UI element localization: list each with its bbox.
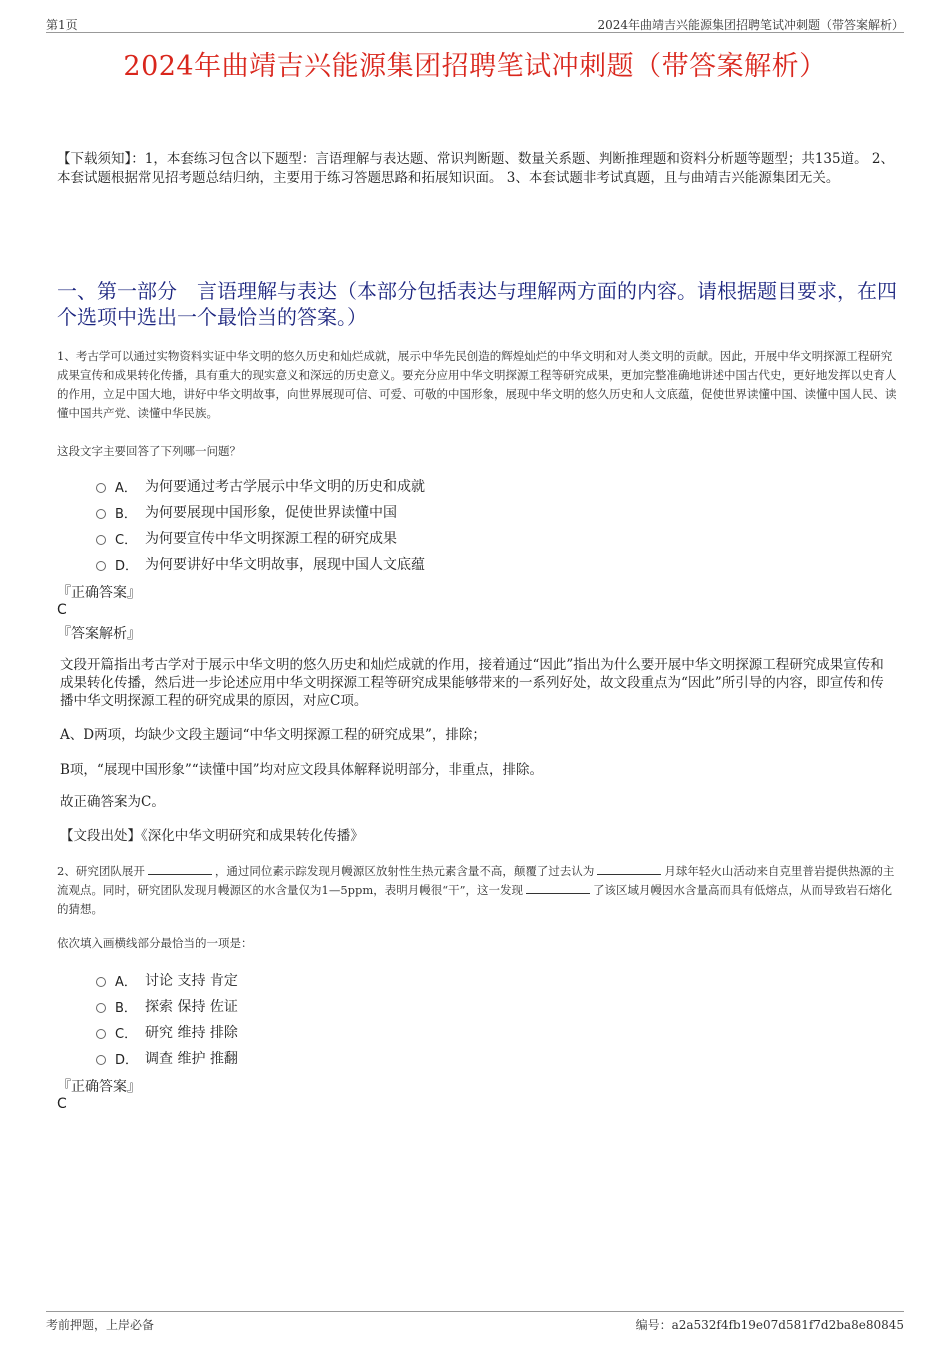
- question-1-analysis-label: 『答案解析』: [57, 626, 141, 642]
- question-2-answer-label: 『正确答案』: [57, 1079, 141, 1095]
- question-2-option-b[interactable]: B． 探索 保持 佐证: [96, 993, 856, 1019]
- footer-slogan: 考前押题，上岸必备: [46, 1318, 155, 1332]
- question-1-text: 1、考古学可以通过实物资料实证中华文明的悠久历史和灿烂成就，展示中华先民创造的辉煌灿烂的中华文明和对人类文明的贡献。因此，开展中华文明探源工程研究成果宣传和成果转化传播，具有重大的现实意义和深远的历史意义。要充分应用中华文明探源工程等研究成果，更加完整准确地讲述中国古代史，更好地发挥以史育人的作用，立足中国大地，讲好中华文明故事，向世界展现可信、可爱、可敬的中国形象，展现中华文明的悠久历史和人文底蕴，促使世界读懂中国、读懂中国人民、读懂中国共产党、读懂中华民族。: [57, 349, 897, 420]
- document-title: 2024年曲靖吉兴能源集团招聘笔试冲刺题（带答案解析）: [123, 51, 827, 82]
- question-2-text: 2、研究团队展开 ，通过同位素示踪发现月幔源区放射性生热元素含量不高，颠覆了过去认为 月球年轻火山活动来自克里普岩提供热源的主流观点。同时，研究团队发现月幔源区的水含量仅为1—5ppm，表明月幔很“干”，这一发现 了该区域月幔因水含量高而具有低熔点，从而导致岩石熔化的猜想。: [57, 864, 895, 916]
- radio-icon[interactable]: [96, 1029, 106, 1039]
- page-header: [46, 14, 904, 33]
- question-1-source: 【文段出处】《深化中华文明研究和成果转化传播》: [60, 828, 364, 844]
- question-1-analysis-p1: 文段开篇指出考古学对于展示中华文明的悠久历史和灿烂成就的作用，接着通过“因此”指出为什么要开展中华文明探源工程研究成果宣传和成果转化传播，然后进一步论述应用中华文明探源工程等研究成果能够带来的一系列好处，故文段重点为“因此”所引导的内容，即宣传和传播中华文明探源工程的研究成果的原因，对应C项。: [60, 657, 884, 709]
- page-footer: [46, 1311, 904, 1332]
- radio-icon[interactable]: [96, 1003, 106, 1013]
- radio-icon[interactable]: [96, 561, 106, 571]
- radio-icon[interactable]: [96, 1055, 106, 1065]
- question-2-option-a[interactable]: A． 讨论 支持 肯定: [96, 967, 856, 993]
- radio-icon[interactable]: [96, 509, 106, 519]
- page-number: 第1页: [46, 18, 78, 32]
- radio-icon[interactable]: [96, 483, 106, 493]
- header-doc-title: 2024年曲靖吉兴能源集团招聘笔试冲刺题（带答案解析）: [597, 18, 904, 32]
- question-1-option-a[interactable]: A． 为何要通过考古学展示中华文明的历史和成就: [96, 473, 856, 499]
- question-1-option-c[interactable]: C． 为何要宣传中华文明探源工程的研究成果: [96, 525, 856, 551]
- footer-doc-id: 编号：a2a532f4fb19e07d581f7d2ba8e80845: [635, 1318, 904, 1332]
- radio-icon[interactable]: [96, 977, 106, 987]
- question-1-analysis-p3: B项，“展现中国形象”“读懂中国”均对应文段具体解释说明部分，非重点，排除。: [60, 762, 544, 778]
- question-1-answer-label: 『正确答案』: [57, 585, 141, 601]
- question-1-options: [96, 473, 856, 577]
- question-1-analysis-p2: A、D两项，均缺少文段主题词“中华文明探源工程的研究成果”，排除；: [60, 727, 486, 743]
- question-2-prompt: 依次填入画横线部分最恰当的一项是：: [57, 936, 253, 950]
- radio-icon[interactable]: [96, 535, 106, 545]
- fill-blank-1: [148, 862, 212, 875]
- question-1-option-d[interactable]: D． 为何要讲好中华文明故事，展现中国人文底蕴: [96, 551, 856, 577]
- fill-blank-3: [526, 881, 590, 894]
- question-2-option-d[interactable]: D． 调查 维护 推翻: [96, 1045, 856, 1071]
- question-1-option-b[interactable]: B． 为何要展现中国形象，促使世界读懂中国: [96, 499, 856, 525]
- question-1-answer: C: [57, 602, 67, 618]
- question-1-analysis-p4: 故正确答案为C。: [60, 794, 165, 810]
- question-1-prompt: 这段文字主要回答了下列哪一问题？: [57, 444, 241, 458]
- download-notice: 【下载须知】：1，本套练习包含以下题型：言语理解与表达题、常识判断题、数量关系题、判断推理题和资料分析题等题型；共135道。 2、本套试题根据常见招考题总结归纳，主要用于练习答题思路和拓展知识面。 3、本套试题非考试真题，且与曲靖吉兴能源集团无关。: [57, 151, 894, 186]
- question-2-options: [96, 967, 856, 1071]
- question-2-answer: C: [57, 1096, 67, 1112]
- fill-blank-2: [597, 862, 661, 875]
- question-2-option-c[interactable]: C． 研究 维持 排除: [96, 1019, 856, 1045]
- section-title: 一、第一部分 言语理解与表达（本部分包括表达与理解两方面的内容。请根据题目要求，在四个选项中选出一个最恰当的答案。）: [57, 279, 897, 329]
